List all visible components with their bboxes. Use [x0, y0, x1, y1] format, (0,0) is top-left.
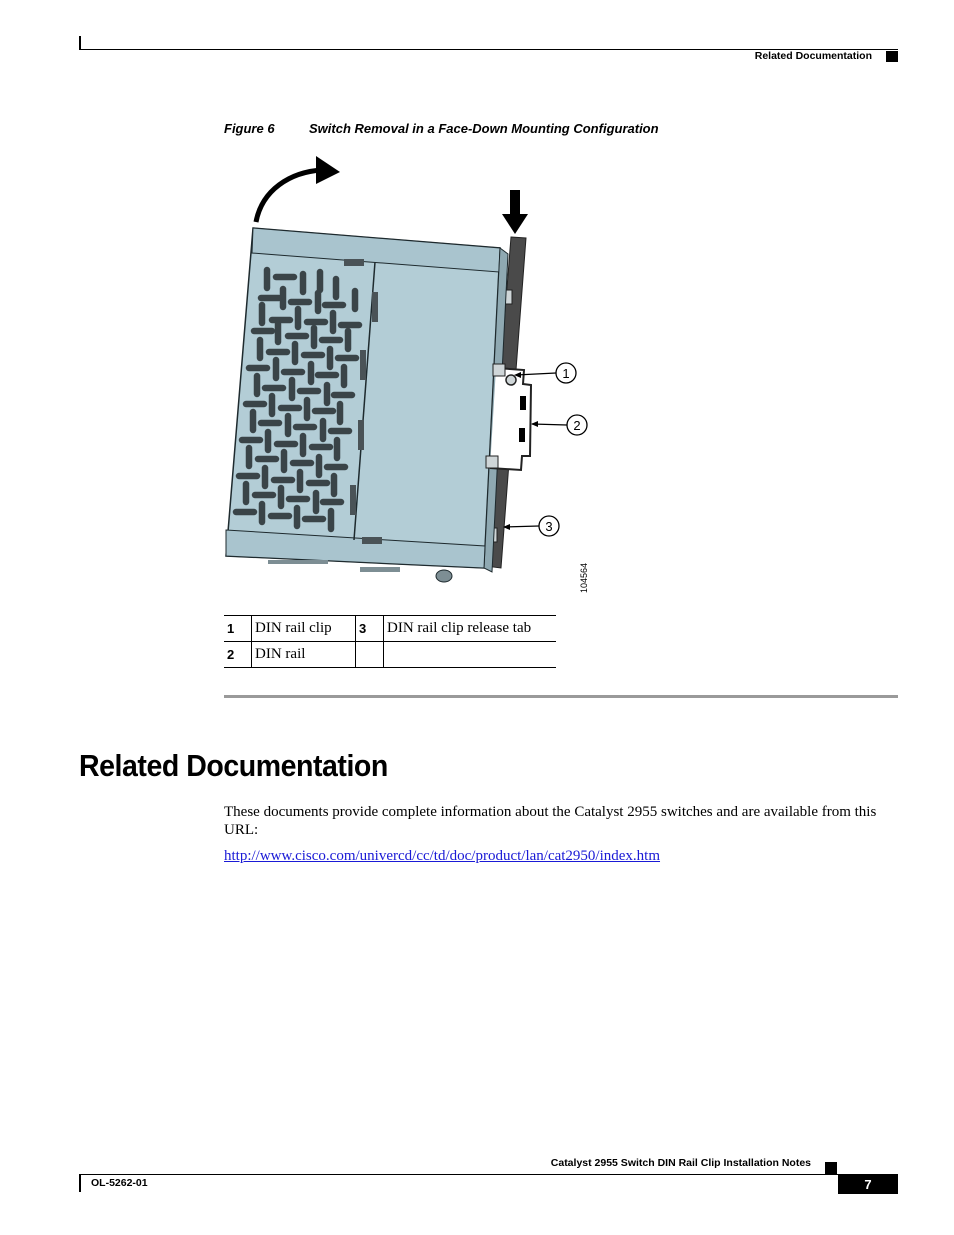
press-down-arrow-icon — [502, 190, 528, 234]
legend-number: 2 — [224, 642, 252, 668]
body-paragraph: These documents provide complete information about the Catalyst 2955 switches and are available from this URL: — [224, 804, 877, 838]
switch-removal-illustration — [218, 150, 618, 605]
footer-doc-number: OL-5262-01 — [91, 1177, 148, 1189]
legend-description: DIN rail clip — [252, 616, 356, 642]
callout-3-label: 3 — [545, 519, 553, 534]
footer-marker — [825, 1162, 837, 1174]
footer-doc-title: Catalyst 2955 Switch DIN Rail Clip Installation Notes — [550, 1157, 811, 1169]
legend-description: DIN rail clip release tab — [384, 616, 557, 642]
callout-1-label: 1 — [562, 366, 570, 381]
running-header: Related Documentation — [754, 50, 872, 62]
legend-description: DIN rail — [252, 642, 356, 668]
footer-rule — [79, 1174, 898, 1175]
art-id: 104564 — [579, 562, 589, 594]
legend-row — [224, 616, 556, 642]
figure-caption — [224, 121, 659, 136]
legend-number — [356, 642, 384, 668]
page-number: 7 — [838, 1175, 898, 1194]
footer-left-tick — [79, 1174, 81, 1192]
header-left-tick — [79, 36, 81, 50]
legend-description — [384, 642, 557, 668]
legend-number: 1 — [224, 616, 252, 642]
legend-number: 3 — [356, 616, 384, 642]
figure-number: Figure 6 — [224, 121, 275, 136]
removal-arrow-icon — [256, 156, 340, 222]
legend-row — [224, 642, 556, 668]
figure-title: Switch Removal in a Face-Down Mounting Configuration — [309, 121, 659, 136]
section-heading: Related Documentation — [79, 748, 388, 783]
callout-2-label: 2 — [573, 418, 581, 433]
header-marker — [886, 51, 898, 62]
section-divider — [224, 695, 898, 698]
figure-legend-table — [224, 615, 556, 668]
documentation-link[interactable]: http://www.cisco.com/univercd/cc/td/doc/product/lan/cat2950/index.htm — [224, 848, 661, 864]
